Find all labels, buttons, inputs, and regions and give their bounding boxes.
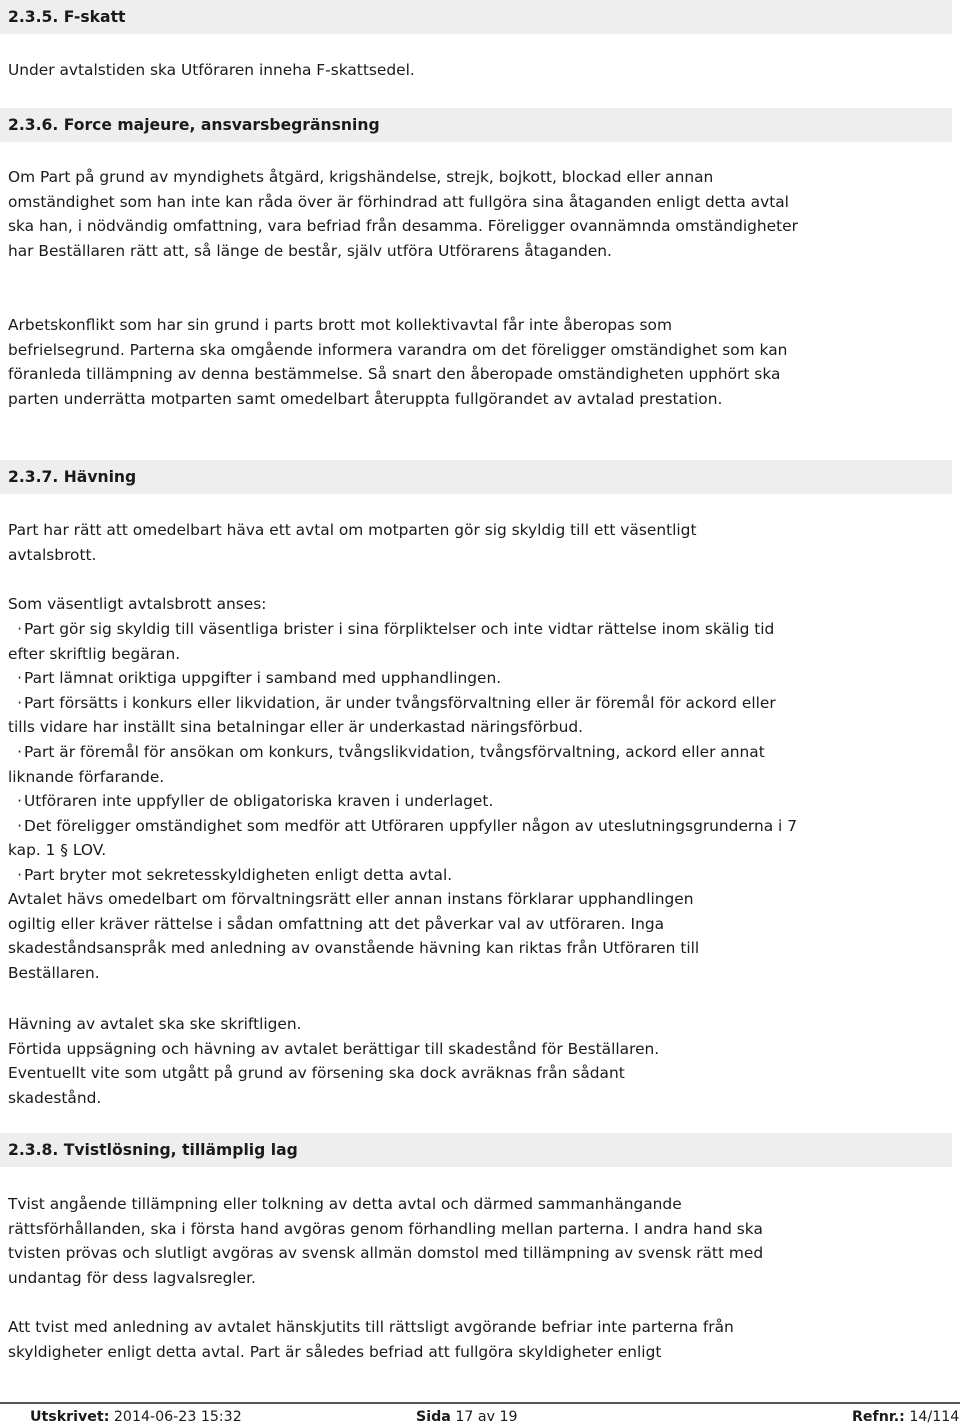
section-heading-2-3-6: 2.3.6. Force majeure, ansvarsbegränsning [0,108,952,142]
paragraph: Arbetskonflikt som har sin grund i parts brott mot kollektivavtal får inte åberopas som befrielsegrund. Parterna ska omgående informera varandra om det föreligger omständighet som kan föranleda tillämpning av denna bestämmelse. Så snart den åberopade omständigheten upphört ska parten underrätta motparten samt omedelbart återuppta fullgörandet av avtalad prestation. [8,316,788,408]
printed-date: Utskrivet: 2014-06-23 15:32 [30,1409,242,1425]
page-footer [0,1402,960,1424]
text-line: Förtida uppsägning och hävning av avtalet berättigar till skadestånd för Beställaren. [8,1039,660,1058]
list-item: · Part bryter mot sekretesskyldigheten enligt detta avtal. [17,865,453,884]
paragraph: Om Part på grund av myndighets åtgärd, krigshändelse, strejk, bojkott, blockad eller annan omständighet som han inte kan råda över är förhindrad att fullgöra sina åtaganden enligt detta avtal ska han, i nödvändig omfattning, vara befriad från desamma. Föreligger ovannämnda omständigheter har Beställaren rätt att, så länge de består, själv utföra Utförarens åtaganden. [8,168,798,260]
section-heading-2-3-8: 2.3.8. Tvistlösning, tillämplig lag [0,1133,952,1167]
reference-number: Refnr.: 14/114 [852,1409,960,1425]
text-line: Eventuellt vite som utgått på grund av försening ska dock avräknas från sådant skadestånd. [8,1064,625,1107]
bullet-list [8,617,798,888]
paragraph: Som väsentligt avtalsbrott anses: [8,595,267,613]
paragraph [8,1012,728,1110]
list-item: · Det föreligger omständighet som medför att Utföraren uppfyller någon av uteslutningsgrunderna i 7 kap. 1 § LOV. [8,816,798,860]
paragraph: Under avtalstiden ska Utföraren inneha F-skattsedel. [8,61,415,79]
paragraph: Part har rätt att omedelbart häva ett avtal om motparten gör sig skyldig till ett väsentligt avtalsbrott. [8,521,697,564]
list-item: · Utföraren inte uppfyller de obligatoriska kraven i underlaget. [17,792,494,811]
section-heading-2-3-5: 2.3.5. F-skatt [0,0,952,34]
list-item: · Part försätts i konkurs eller likvidation, är under tvångsförvaltning eller är föremål för ackord eller tills vidare har inställt sina betalningar eller är underkastad näringsförbud. [8,693,776,737]
list-item: · Part lämnat oriktiga uppgifter i samband med upphandlingen. [17,669,502,688]
text-line: Hävning av avtalet ska ske skriftligen. [8,1015,302,1033]
paragraph: Tvist angående tillämpning eller tolkning av detta avtal och därmed sammanhängande rättsförhållanden, ska i första hand avgöras genom förhandling mellan parterna. I andra hand ska tvisten prövas och slutligt avgöras av svensk allmän domstol med tillämpning av svensk rätt med undantag för dess lagvalsregler. [8,1195,764,1287]
list-item: · Part gör sig skyldig till väsentliga brister i sina förpliktelser och inte vidtar rättelse inom skälig tid efter skriftlig begäran. [8,620,775,663]
paragraph: Avtalet hävs omedelbart om förvaltningsrätt eller annan instans förklarar upphandlingen ogiltig eller kräver rättelse i sådan omfattning att det påverkar val av utföraren. Inga skadeståndsanspråk med anledning av ovanstående hävning kan riktas från Utföraren till Beställaren. [8,890,700,982]
page-number: Sida 17 av 19 [416,1409,518,1425]
section-heading-2-3-7: 2.3.7. Hävning [0,460,952,494]
paragraph: Att tvist med anledning av avtalet hänskjutits till rättsligt avgörande befriar inte parterna från skyldigheter enligt detta avtal. Part är således befriad att fullgöra skyldigheter enligt [8,1318,734,1361]
list-item: · Part är föremål för ansökan om konkurs, tvångslikvidation, tvångsförvaltning, ackord eller annat liknande förfarande. [8,742,765,786]
